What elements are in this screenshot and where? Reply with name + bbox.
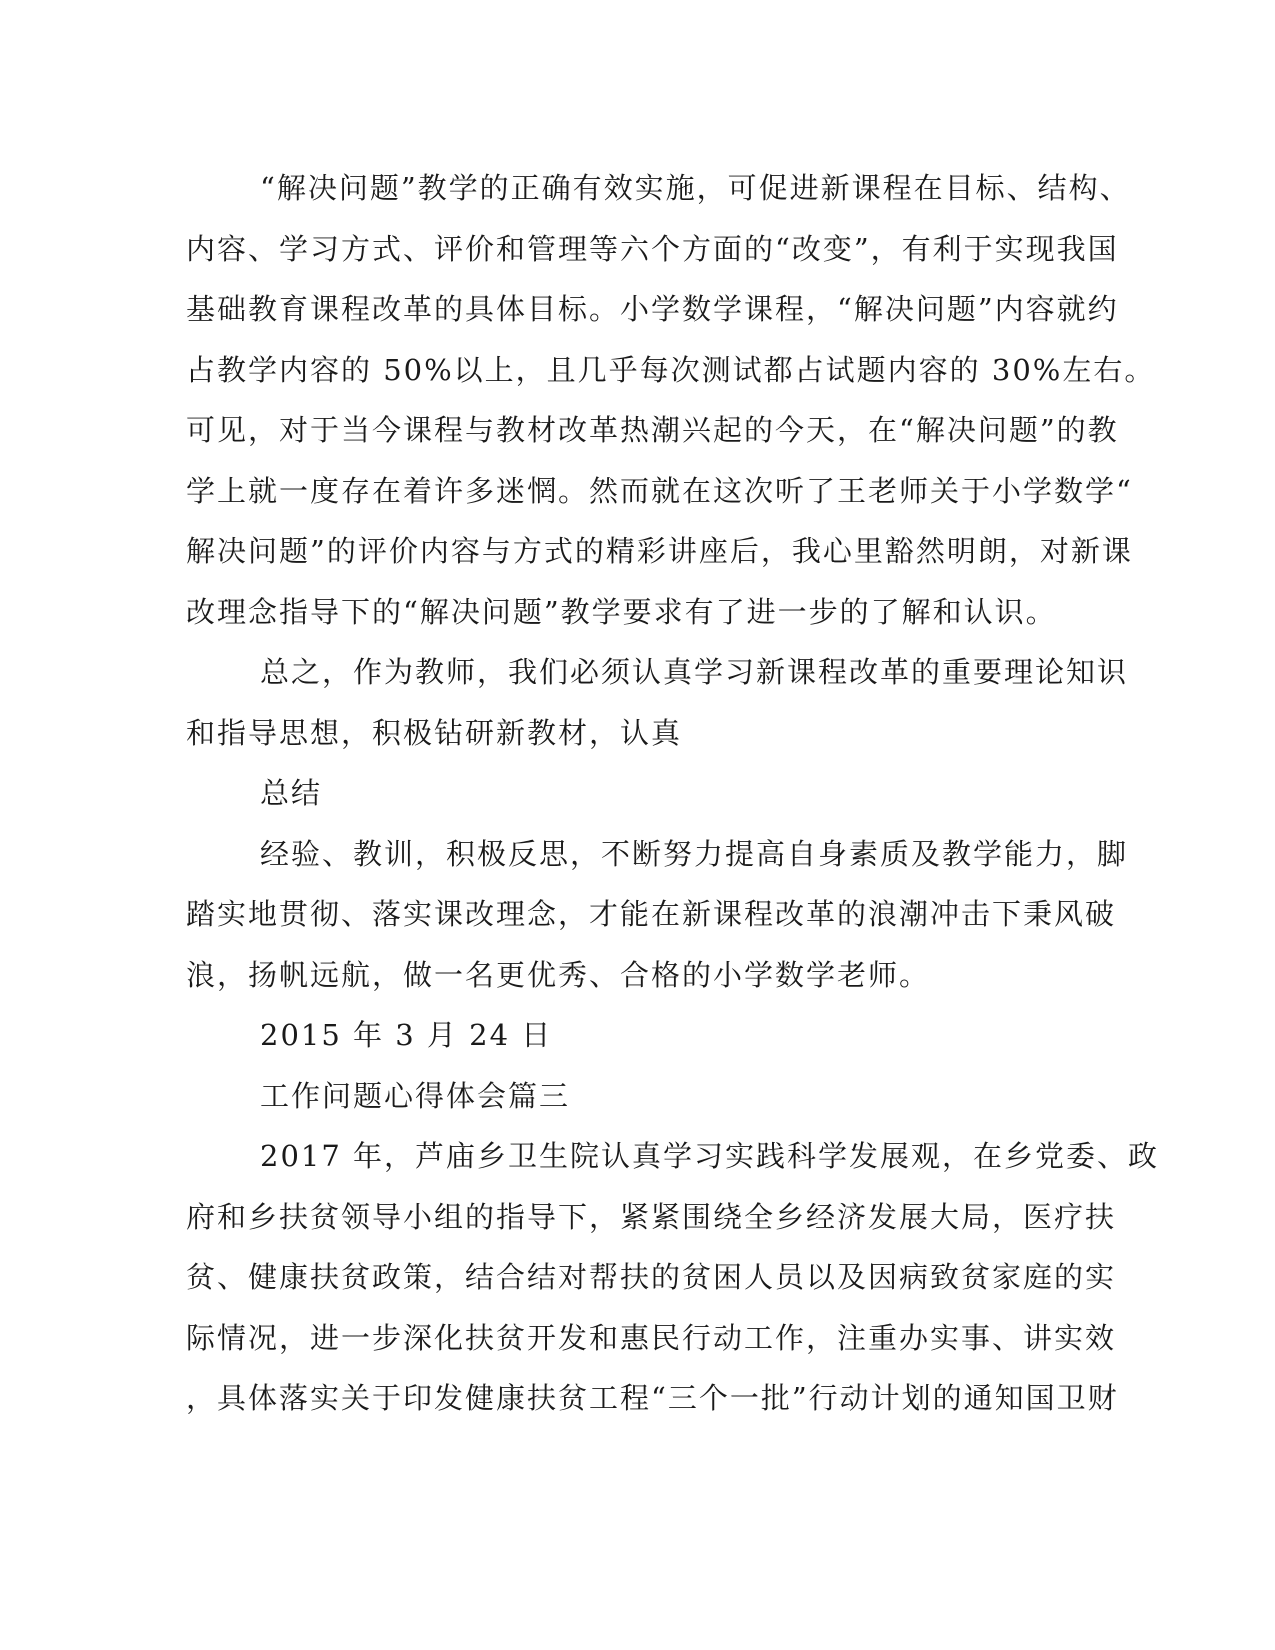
text-line: 贫、健康扶贫政策，结合结对帮扶的贫困人员以及因病致贫家庭的实 [186, 1260, 1117, 1294]
text-line: 2017 年，芦庙乡卫生院认真学习实践科学发展观，在乡党委、政 [260, 1139, 1160, 1173]
text-line: “解决问题”教学的正确有效实施，可促进新课程在目标、结构、 [260, 171, 1131, 205]
text-line: 可见，对于当今课程与教材改革热潮兴起的今天，在“解决问题”的教 [186, 413, 1119, 447]
text-line: 和指导思想，积极钻研新教材，认真 [186, 715, 683, 750]
text-line: 浪，扬帆远航，做一名更优秀、合格的小学数学老师。 [186, 957, 931, 992]
text-line: 基础教育课程改革的具体目标。小学数学课程，“解决问题”内容就约 [186, 292, 1119, 326]
text-line: 解决问题”的评价内容与方式的精彩讲座后，我心里豁然明朗，对新课 [186, 534, 1133, 568]
document-body [186, 158, 1160, 1429]
text-line: ，具体落实关于印发健康扶贫工程“三个一批”行动计划的通知国卫财 [186, 1381, 1119, 1415]
text-line: 际情况，进一步深化扶贫开发和惠民行动工作，注重办实事、讲实效 [186, 1320, 1117, 1355]
text-line: 占教学内容的 50%以上，且几乎每次测试都占试题内容的 30%左右。 [186, 352, 1156, 387]
text-line: 内容、学习方式、评价和管理等六个方面的“改变”，有利于实现我国 [186, 231, 1119, 266]
text-line: 总之，作为教师，我们必须认真学习新课程改革的重要理论知识 [260, 655, 1129, 689]
text-line: 经验、教训，积极反思，不断努力提高自身素质及教学能力，脚 [260, 836, 1129, 871]
section-heading: 总结 [260, 776, 323, 810]
text-line: 踏实地贯彻、落实课改理念，才能在新课程改革的浪潮冲击下秉风破 [186, 897, 1117, 931]
text-line: 改理念指导下的“解决问题”教学要求有了进一步的了解和认识。 [186, 594, 1057, 629]
section-title: 工作问题心得体会篇三 [260, 1078, 571, 1113]
text-line: 学上就一度存在着许多迷惘。然而就在这次听了王老师关于小学数学“ [186, 473, 1133, 508]
date-line: 2015 年 3 月 24 日 [260, 1018, 553, 1052]
text-line: 府和乡扶贫领导小组的指导下，紧紧围绕全乡经济发展大局，医疗扶 [186, 1199, 1117, 1234]
